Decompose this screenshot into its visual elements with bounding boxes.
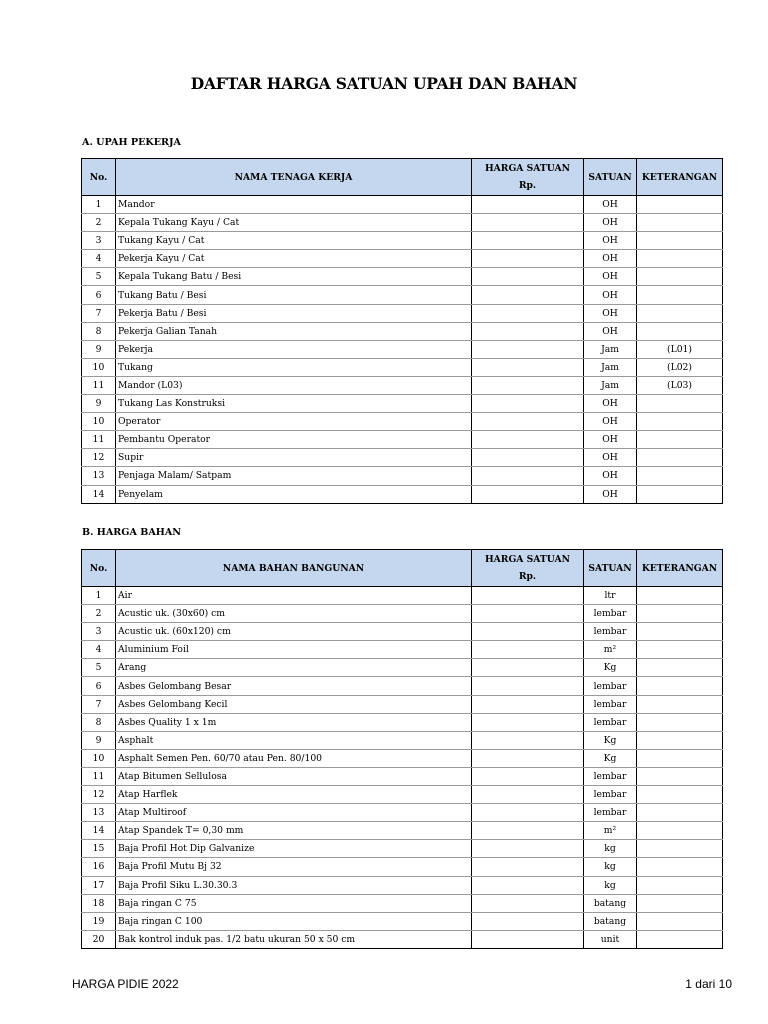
row-price [472, 286, 584, 304]
row-number: 17 [82, 876, 116, 894]
row-unit: kg [584, 876, 637, 894]
row-price [472, 930, 584, 948]
row-note [637, 786, 723, 804]
table-row [82, 395, 723, 413]
row-note [637, 413, 723, 431]
table-row [82, 304, 723, 322]
table-row [82, 376, 723, 394]
row-unit: ltr [584, 587, 637, 605]
table-row [82, 894, 723, 912]
labor-rows [82, 196, 723, 504]
row-unit: OH [584, 449, 637, 467]
row-price [472, 449, 584, 467]
row-name: Atap Spandek T= 0,30 mm [116, 822, 472, 840]
row-unit: lembar [584, 695, 637, 713]
row-number: 12 [82, 786, 116, 804]
row-name: Atap Multiroof [116, 804, 472, 822]
row-unit: lembar [584, 677, 637, 695]
table-header-row [82, 159, 723, 196]
row-price [472, 749, 584, 767]
row-note [637, 876, 723, 894]
row-price [472, 587, 584, 605]
table-row [82, 930, 723, 948]
row-number: 8 [82, 322, 116, 340]
row-unit: OH [584, 485, 637, 503]
document-title: DAFTAR HARGA SATUAN UPAH DAN BAHAN [190, 74, 578, 93]
row-note [637, 232, 723, 250]
table-row [82, 641, 723, 659]
table-row [82, 431, 723, 449]
row-price [472, 623, 584, 641]
table-row [82, 695, 723, 713]
row-unit: OH [584, 304, 637, 322]
row-number: 16 [82, 858, 116, 876]
row-number: 2 [82, 214, 116, 232]
section-a-title: A. UPAH PEKERJA [82, 137, 181, 148]
row-price [472, 196, 584, 214]
row-unit: lembar [584, 767, 637, 785]
table-row [82, 340, 723, 358]
row-unit: OH [584, 268, 637, 286]
row-number: 7 [82, 304, 116, 322]
row-unit: Jam [584, 358, 637, 376]
table-row [82, 623, 723, 641]
row-unit: lembar [584, 605, 637, 623]
table-row [82, 858, 723, 876]
row-number: 9 [82, 395, 116, 413]
row-number: 11 [82, 767, 116, 785]
row-name: Baja Profil Mutu Bj 32 [116, 858, 472, 876]
row-unit: lembar [584, 786, 637, 804]
table-row [82, 786, 723, 804]
row-name: Aluminium Foil [116, 641, 472, 659]
table-row [82, 413, 723, 431]
row-price [472, 340, 584, 358]
table-row [82, 286, 723, 304]
row-unit: Kg [584, 731, 637, 749]
footer-document-label: HARGA PIDIE 2022 [72, 977, 179, 991]
row-unit: OH [584, 232, 637, 250]
row-note [637, 214, 723, 232]
table-row [82, 677, 723, 695]
table-row [82, 749, 723, 767]
row-number: 14 [82, 485, 116, 503]
row-price [472, 304, 584, 322]
row-price [472, 858, 584, 876]
footer-page-number: 1 dari 10 [685, 977, 732, 991]
table-row [82, 713, 723, 731]
table-row [82, 214, 723, 232]
row-price [472, 731, 584, 749]
row-note [637, 250, 723, 268]
table-header-row [82, 550, 723, 587]
row-name: Pekerja Galian Tanah [116, 322, 472, 340]
row-number: 12 [82, 449, 116, 467]
row-number: 6 [82, 677, 116, 695]
row-number: 9 [82, 340, 116, 358]
row-note: (L01) [637, 340, 723, 358]
row-number: 5 [82, 268, 116, 286]
row-number: 3 [82, 232, 116, 250]
row-price [472, 786, 584, 804]
row-unit: lembar [584, 713, 637, 731]
row-name: Asphalt [116, 731, 472, 749]
row-price [472, 376, 584, 394]
row-note [637, 304, 723, 322]
table-row [82, 358, 723, 376]
material-price-table [81, 549, 723, 949]
row-name: Bak kontrol induk pas. 1/2 batu ukuran 50 x 50 cm [116, 930, 472, 948]
table-row [82, 731, 723, 749]
row-note [637, 605, 723, 623]
row-number: 19 [82, 912, 116, 930]
row-note [637, 894, 723, 912]
row-unit: Jam [584, 340, 637, 358]
row-name: Penyelam [116, 485, 472, 503]
table-row [82, 822, 723, 840]
row-price [472, 804, 584, 822]
row-name: Asbes Quality 1 x 1m [116, 713, 472, 731]
row-note [637, 268, 723, 286]
row-number: 11 [82, 431, 116, 449]
row-price [472, 876, 584, 894]
row-name: Asbes Gelombang Kecil [116, 695, 472, 713]
row-note [637, 196, 723, 214]
row-price [472, 894, 584, 912]
labor-wage-table [81, 158, 723, 504]
header-note: KETERANGAN [637, 550, 723, 587]
table-row [82, 876, 723, 894]
row-name: Asbes Gelombang Besar [116, 677, 472, 695]
row-name: Kepala Tukang Batu / Besi [116, 268, 472, 286]
row-price [472, 214, 584, 232]
row-number: 3 [82, 623, 116, 641]
row-number: 9 [82, 731, 116, 749]
table-row [82, 485, 723, 503]
row-note: (L02) [637, 358, 723, 376]
row-unit: OH [584, 196, 637, 214]
header-name: NAMA TENAGA KERJA [116, 159, 472, 196]
row-unit: OH [584, 467, 637, 485]
row-price [472, 822, 584, 840]
row-unit: batang [584, 894, 637, 912]
row-unit: OH [584, 395, 637, 413]
table-row [82, 196, 723, 214]
row-name: Baja ringan C 75 [116, 894, 472, 912]
row-number: 1 [82, 587, 116, 605]
row-unit: OH [584, 214, 637, 232]
row-note [637, 713, 723, 731]
row-name: Tukang Kayu / Cat [116, 232, 472, 250]
row-unit: Jam [584, 376, 637, 394]
row-name: Tukang [116, 358, 472, 376]
row-unit: m² [584, 641, 637, 659]
row-price [472, 713, 584, 731]
row-number: 1 [82, 196, 116, 214]
row-note [637, 677, 723, 695]
header-no: No. [82, 550, 116, 587]
table-row [82, 587, 723, 605]
row-note [637, 930, 723, 948]
row-name: Kepala Tukang Kayu / Cat [116, 214, 472, 232]
row-price [472, 413, 584, 431]
row-price [472, 912, 584, 930]
row-number: 4 [82, 641, 116, 659]
row-note [637, 467, 723, 485]
row-number: 2 [82, 605, 116, 623]
table-row [82, 449, 723, 467]
row-price [472, 431, 584, 449]
row-price [472, 485, 584, 503]
row-note [637, 804, 723, 822]
table-row [82, 467, 723, 485]
row-price [472, 395, 584, 413]
row-note [637, 767, 723, 785]
row-number: 10 [82, 413, 116, 431]
row-price [472, 250, 584, 268]
row-name: Atap Bitumen Sellulosa [116, 767, 472, 785]
row-name: Tukang Las Konstruksi [116, 395, 472, 413]
header-no: No. [82, 159, 116, 196]
table-row [82, 912, 723, 930]
row-price [472, 605, 584, 623]
section-b-title: B. HARGA BAHAN [82, 527, 182, 538]
table-row [82, 605, 723, 623]
row-unit: m² [584, 822, 637, 840]
row-price [472, 232, 584, 250]
row-unit: kg [584, 858, 637, 876]
row-unit: OH [584, 250, 637, 268]
row-name: Baja ringan C 100 [116, 912, 472, 930]
table-row [82, 767, 723, 785]
row-name: Mandor (L03) [116, 376, 472, 394]
row-note [637, 587, 723, 605]
row-name: Air [116, 587, 472, 605]
row-name: Mandor [116, 196, 472, 214]
header-price-line2: Rp. [518, 180, 537, 191]
row-number: 11 [82, 376, 116, 394]
row-note [637, 286, 723, 304]
row-note [637, 858, 723, 876]
header-price-line1: HARGA SATUAN [485, 163, 570, 174]
row-name: Pembantu Operator [116, 431, 472, 449]
row-name: Asphalt Semen Pen. 60/70 atau Pen. 80/100 [116, 749, 472, 767]
row-name: Acustic uk. (30x60) cm [116, 605, 472, 623]
row-unit: batang [584, 912, 637, 930]
row-note [637, 623, 723, 641]
row-note [637, 731, 723, 749]
row-note [637, 431, 723, 449]
row-price [472, 467, 584, 485]
row-price [472, 322, 584, 340]
row-note [637, 912, 723, 930]
table-row [82, 250, 723, 268]
material-rows [82, 587, 723, 949]
row-number: 8 [82, 713, 116, 731]
row-unit: lembar [584, 623, 637, 641]
header-price [472, 159, 584, 196]
row-unit: Kg [584, 749, 637, 767]
row-price [472, 641, 584, 659]
row-number: 13 [82, 804, 116, 822]
header-price-line1: HARGA SATUAN [485, 554, 570, 565]
row-name: Supir [116, 449, 472, 467]
row-name: Tukang Batu / Besi [116, 286, 472, 304]
row-number: 20 [82, 930, 116, 948]
row-number: 10 [82, 358, 116, 376]
header-note: KETERANGAN [637, 159, 723, 196]
row-name: Penjaga Malam/ Satpam [116, 467, 472, 485]
header-unit: SATUAN [584, 159, 637, 196]
header-price-line2: Rp. [518, 571, 537, 582]
row-name: Operator [116, 413, 472, 431]
row-number: 14 [82, 822, 116, 840]
table-row [82, 232, 723, 250]
row-unit: OH [584, 431, 637, 449]
row-number: 7 [82, 695, 116, 713]
row-number: 5 [82, 659, 116, 677]
row-note [637, 822, 723, 840]
row-name: Baja Profil Hot Dip Galvanize [116, 840, 472, 858]
row-price [472, 840, 584, 858]
row-number: 15 [82, 840, 116, 858]
row-note [637, 449, 723, 467]
header-unit: SATUAN [584, 550, 637, 587]
row-price [472, 677, 584, 695]
header-price [472, 550, 584, 587]
row-name: Pekerja Batu / Besi [116, 304, 472, 322]
row-unit: Kg [584, 659, 637, 677]
row-name: Pekerja [116, 340, 472, 358]
table-row [82, 804, 723, 822]
row-name: Atap Harflek [116, 786, 472, 804]
row-price [472, 695, 584, 713]
row-note [637, 695, 723, 713]
row-number: 4 [82, 250, 116, 268]
row-unit: OH [584, 322, 637, 340]
row-price [472, 268, 584, 286]
row-note [637, 659, 723, 677]
row-number: 6 [82, 286, 116, 304]
row-note [637, 322, 723, 340]
row-unit: OH [584, 286, 637, 304]
row-unit: kg [584, 840, 637, 858]
row-number: 10 [82, 749, 116, 767]
row-note: (L03) [637, 376, 723, 394]
row-note [637, 641, 723, 659]
row-note [637, 840, 723, 858]
row-name: Baja Profil Siku L.30.30.3 [116, 876, 472, 894]
header-name: NAMA BAHAN BANGUNAN [116, 550, 472, 587]
table-row [82, 322, 723, 340]
row-price [472, 659, 584, 677]
row-number: 13 [82, 467, 116, 485]
row-note [637, 395, 723, 413]
row-note [637, 485, 723, 503]
table-row [82, 268, 723, 286]
row-unit: unit [584, 930, 637, 948]
row-price [472, 767, 584, 785]
row-name: Acustic uk. (60x120) cm [116, 623, 472, 641]
row-price [472, 358, 584, 376]
row-unit: lembar [584, 804, 637, 822]
row-unit: OH [584, 413, 637, 431]
row-number: 18 [82, 894, 116, 912]
table-row [82, 840, 723, 858]
row-note [637, 749, 723, 767]
row-name: Arang [116, 659, 472, 677]
row-name: Pekerja Kayu / Cat [116, 250, 472, 268]
table-row [82, 659, 723, 677]
